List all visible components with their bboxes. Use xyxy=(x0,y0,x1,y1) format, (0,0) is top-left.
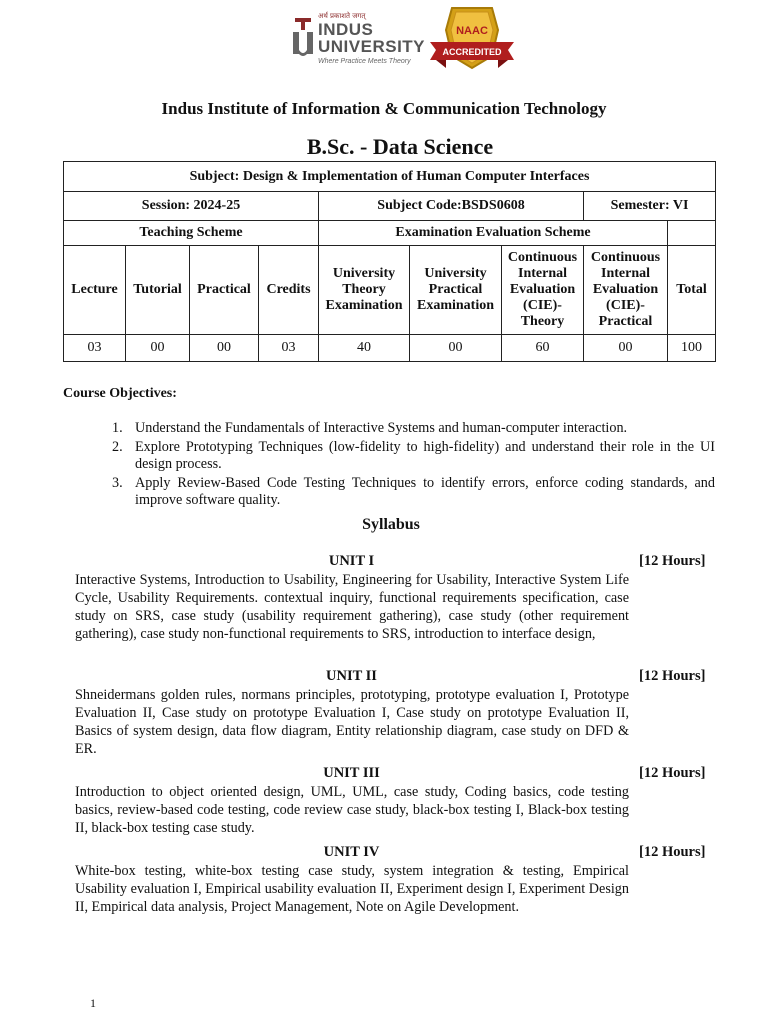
list-item-number: 2. xyxy=(112,438,123,455)
unit-1-title: UNIT I xyxy=(328,553,375,569)
cie-practical-header: Continuous Internal Evaluation (CIE)- Practical xyxy=(584,246,668,335)
list-item-number: 3. xyxy=(112,474,123,491)
list-item xyxy=(112,438,715,474)
exam-scheme-header: Examination Evaluation Scheme xyxy=(319,221,668,246)
subject-code-cell: Subject Code:BSDS0608 xyxy=(319,192,584,221)
univ-theory-value: 40 xyxy=(319,335,410,362)
session-cell: Session: 2024-25 xyxy=(64,192,319,221)
univ-theory-header: University Theory Examination xyxy=(319,246,410,335)
logo-motto: Where Practice Meets Theory xyxy=(318,58,411,65)
univ-practical-value: 00 xyxy=(410,335,502,362)
tutorial-header: Tutorial xyxy=(126,246,190,335)
cie-practical-value: 00 xyxy=(584,335,668,362)
list-item-text: Understand the Fundamentals of Interactive Systems and human-computer interaction. xyxy=(135,420,628,436)
list-item xyxy=(112,420,715,438)
credits-value: 03 xyxy=(259,335,319,362)
semester-cell: Semester: VI xyxy=(584,192,716,221)
practical-value: 00 xyxy=(190,335,259,362)
cie-theory-header: Continuous Internal Evaluation (CIE)- Theory xyxy=(502,246,584,335)
credits-header: Credits xyxy=(259,246,319,335)
practical-header: Practical xyxy=(190,246,259,335)
unit-2-hours: [12 Hours] xyxy=(639,668,706,684)
logo-name-line1: INDUS xyxy=(318,20,374,39)
programme-title: B.Sc. - Data Science xyxy=(306,134,494,159)
subject-cell: Subject: Design & Implementation of Human Computer Interfaces xyxy=(64,162,716,192)
unit-3-hours: [12 Hours] xyxy=(639,765,706,781)
unit-4-body: White-box testing, white-box testing case study, system integration & testing, Empirical Usability evaluation I, Empirical usability evaluation II, Experiment design I, Experiment Design II, Empirical data analysis, Project Management, Note on Agile Development. xyxy=(75,863,629,915)
university-logo xyxy=(292,12,426,72)
page-number: 1 xyxy=(90,996,96,1010)
accredited-label: ACCREDITED xyxy=(442,47,502,57)
course-objectives-list xyxy=(112,420,715,511)
naac-label: NAAC xyxy=(456,25,488,37)
tutorial-value: 00 xyxy=(126,335,190,362)
scheme-table xyxy=(63,161,716,362)
list-item-number: 1. xyxy=(112,420,123,436)
institute-title: Indus Institute of Information & Communication Technology xyxy=(161,99,607,118)
list-item-text: Explore Prototyping Techniques (low-fidelity to high-fidelity) and understand their role in the UI design process. xyxy=(135,438,715,472)
naac-accredited-badge xyxy=(428,2,516,80)
unit-1-hours: [12 Hours] xyxy=(639,553,706,569)
course-objectives-heading: Course Objectives: xyxy=(63,386,177,401)
logo-name-line2: UNIVERSITY xyxy=(318,37,426,56)
lecture-header: Lecture xyxy=(64,246,126,335)
total-header: Total xyxy=(668,246,716,335)
list-item xyxy=(112,474,715,510)
empty-header-cell xyxy=(668,221,716,246)
unit-4-title: UNIT IV xyxy=(323,844,380,860)
lecture-value: 03 xyxy=(64,335,126,362)
syllabus-heading: Syllabus xyxy=(362,516,420,533)
unit-3-body: Introduction to object oriented design, UML, UML, case study, Coding basics, code testing basics, review-based code testing, code review case study, black-box testing I, Black-box testing II, black-box testing case study. xyxy=(75,784,629,836)
university-emblem-icon xyxy=(292,16,314,56)
unit-1-body: Interactive Systems, Introduction to Usability, Engineering for Usability, Interactive System Life Cycle, Usability Requirements. contextual inquiry, functional requirements specification, case study on SRS, case study (usability requirement gathering), case study (other requirement gathering), case study non-functional requirements to SRS, introduction to interface design, xyxy=(75,572,629,642)
teaching-scheme-header: Teaching Scheme xyxy=(64,221,319,246)
unit-2-body: Shneidermans golden rules, normans principles, prototyping, prototype evaluation I, Prototype Evaluation II, Case study on prototype Evaluation I, Case study on prototype Evaluation II, Basics of system design, data flow diagram, Entity relationship diagram, case study on DFD & ER. xyxy=(75,687,629,757)
unit-4-hours: [12 Hours] xyxy=(639,844,706,860)
list-item-text: Apply Review-Based Code Testing Techniques to identify errors, enforce coding standards, and improve software quality. xyxy=(135,474,715,508)
unit-2-title: UNIT II xyxy=(326,668,377,684)
unit-3-title: UNIT III xyxy=(323,765,380,781)
logo-tagline: अर्थ प्रकाशते जगत् xyxy=(318,12,366,20)
cie-theory-value: 60 xyxy=(502,335,584,362)
total-value: 100 xyxy=(668,335,716,362)
univ-practical-header: University Practical Examination xyxy=(410,246,502,335)
